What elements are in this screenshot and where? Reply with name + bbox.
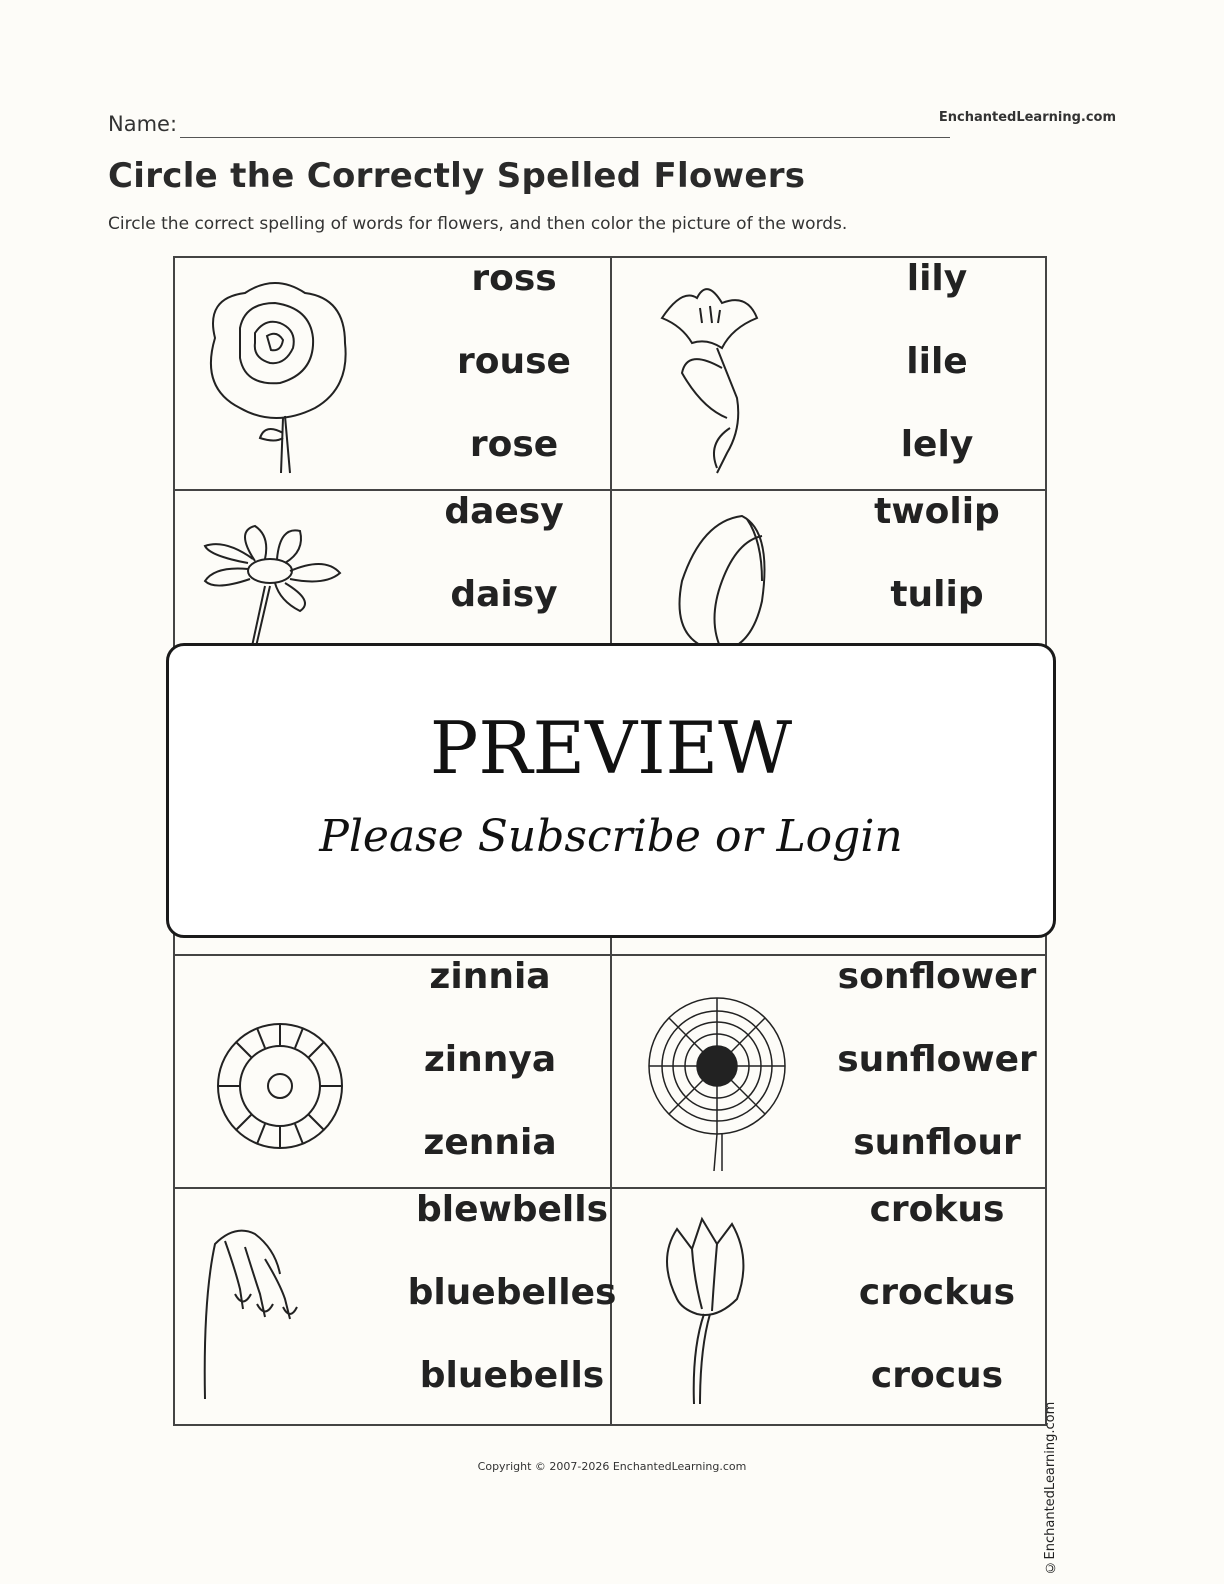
sunflower-icon [622,966,797,1179]
word-option[interactable]: sonflower [837,956,1037,997]
copyright: Copyright © 2007-2026 EnchantedLearning.com [477,1460,747,1473]
name-label: Name: [108,112,178,136]
word-option[interactable]: zinnia [429,956,551,997]
word-option[interactable]: lily [906,258,968,299]
name-field-line[interactable] [180,137,950,138]
word-option[interactable]: tulip [890,574,984,615]
word-option[interactable]: rose [469,424,559,465]
word-option[interactable]: daesy [444,491,564,532]
word-option[interactable]: sunflower [837,1039,1037,1080]
word-option[interactable]: ross [471,258,557,299]
page-title: Circle the Correctly Spelled Flowers [108,156,806,196]
word-option[interactable]: bluebelles [407,1272,617,1313]
site-name[interactable]: EnchantedLearning.com [938,110,1116,125]
word-option[interactable]: crokus [869,1189,1005,1230]
word-option[interactable]: crockus [858,1272,1016,1313]
word-option[interactable]: blewbells [415,1189,609,1230]
word-option[interactable]: bluebells [419,1355,605,1396]
word-option[interactable]: zennia [423,1122,557,1163]
vertical-watermark: ©EnchantedLearning.com [1043,1402,1058,1575]
lily-icon [622,268,797,481]
word-option[interactable]: sunflour [853,1122,1021,1163]
word-option[interactable]: zinnya [423,1039,557,1080]
word-option[interactable]: daisy [450,574,558,615]
preview-overlay[interactable] [166,643,1056,938]
word-option[interactable]: crocus [870,1355,1004,1396]
preview-title: PREVIEW [429,706,793,790]
cell-rose [175,258,610,491]
word-option[interactable]: lile [906,341,968,382]
word-option[interactable]: rouse [457,341,571,382]
rose-icon [185,268,360,481]
cell-lily [612,258,1047,491]
word-option[interactable]: twolip [874,491,1000,532]
cell-zinnia [175,956,610,1189]
subscribe-login-link[interactable]: Please Subscribe or Login [319,811,903,862]
bluebells-icon [185,1199,360,1412]
word-option[interactable]: lely [900,424,974,465]
cell-sunflower [612,956,1047,1189]
zinnia-icon [185,966,360,1179]
crocus-icon [622,1199,797,1412]
cell-bluebells [175,1189,617,1422]
instructions: Circle the correct spelling of words for flowers, and then color the picture of the words. [108,214,848,234]
